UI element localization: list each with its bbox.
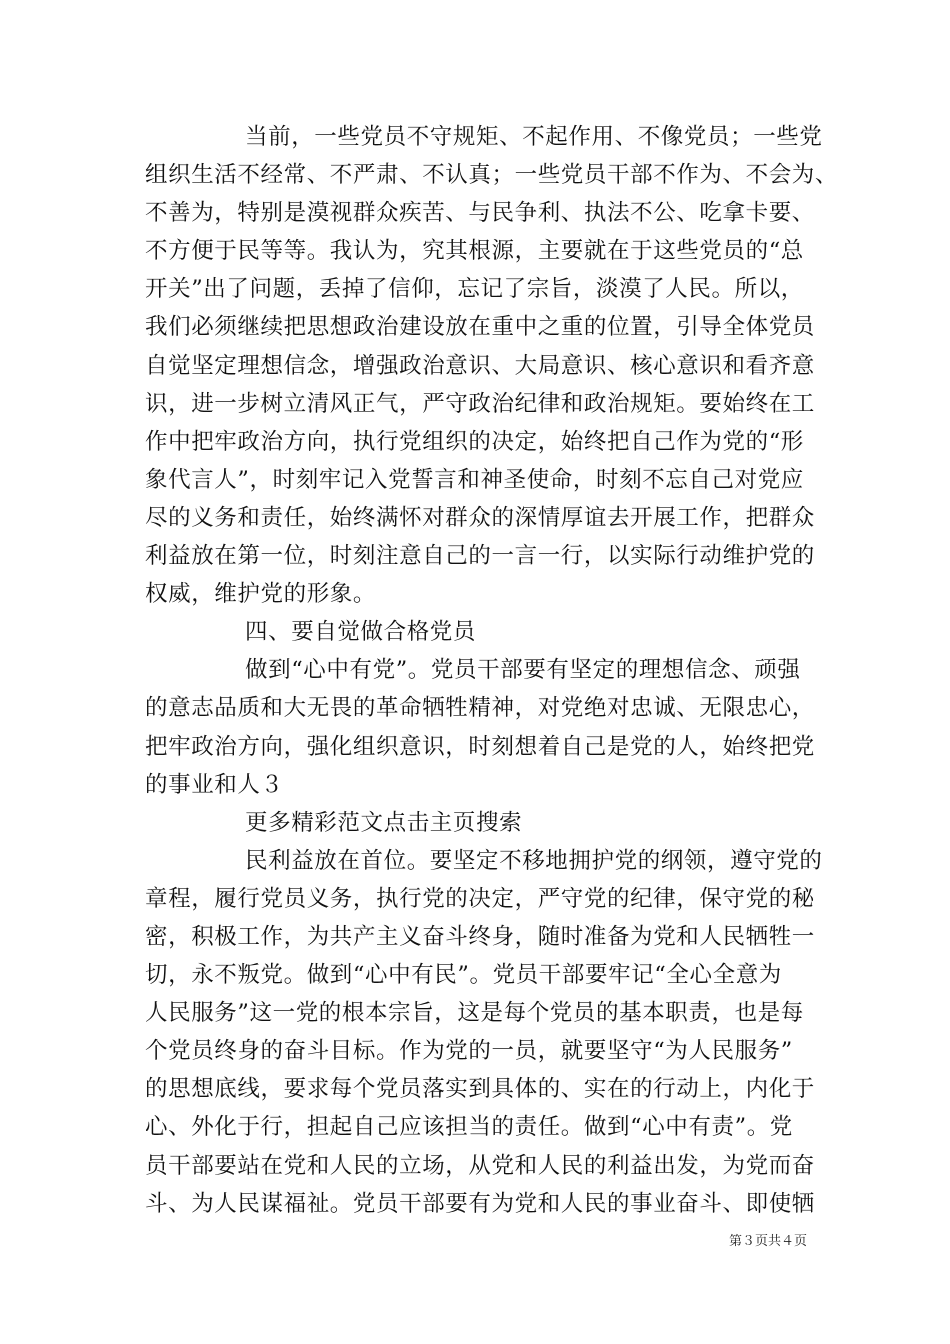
promo-text: 更多精彩范文点击主页搜索: [245, 809, 523, 836]
text-line: 个党员终身的奋斗目标。作为党的一员，就要坚守“为人民服务”: [145, 1038, 793, 1065]
text-line: 利益放在第一位，时刻注意自己的一言一行，以实际行动维护党的: [145, 543, 815, 570]
section-heading: 四、要自觉做合格党员: [245, 619, 477, 646]
text-line: 当前，一些党员不守规矩、不起作用、不像党员；一些党: [245, 124, 823, 150]
text-line: 的事业和人３: [145, 771, 284, 798]
text-line: 不善为，特别是漠视群众疾苦、与民争利、执法不公、吃拿卡要、: [145, 200, 815, 227]
text-line: 密，积极工作，为共产主义奋斗终身，随时准备为党和人民牺牲一: [145, 923, 815, 950]
text-line: 权威，维护党的形象。: [145, 581, 377, 608]
text-line: 员干部要站在党和人民的立场，从党和人民的利益出发，为党而奋: [145, 1152, 815, 1179]
text-line: 民利益放在首位。要坚定不移地拥护党的纲领，遵守党的: [245, 847, 823, 874]
text-line: 章程，履行党员义务，执行党的决定，严守党的纪律，保守党的秘: [145, 885, 815, 912]
text-line: 心、外化于行，担起自己应该担当的责任。做到“心中有责”。党: [145, 1114, 793, 1141]
text-line: 开关”出了问题，丢掉了信仰，忘记了宗旨，淡漠了人民。所以，: [145, 276, 804, 303]
text-line: 把牢政治方向，强化组织意识，时刻想着自己是党的人，始终把党: [145, 733, 815, 760]
text-line: 不方便于民等等。我认为，究其根源，主要就在于这些党员的“总: [145, 238, 804, 265]
text-line: 的思想底线，要求每个党员落实到具体的、实在的行动上，内化于: [145, 1076, 815, 1103]
text-line: 人民服务”这一党的根本宗旨，这是每个党员的基本职责，也是每: [145, 1000, 804, 1027]
text-line: 自觉坚定理想信念，增强政治意识、大局意识、核心意识和看齐意: [145, 352, 815, 379]
text-line: 切，永不叛党。做到“心中有民”。党员干部要牢记“全心全意为: [145, 962, 782, 989]
page-number: 第３页共４页: [728, 1234, 807, 1249]
text-line: 尽的义务和责任，始终满怀对群众的深情厚谊去开展工作，把群众: [145, 504, 815, 531]
text-line: 我们必须继续把思想政治建设放在重中之重的位置，引导全体党员: [145, 314, 815, 341]
text-line: 识，进一步树立清风正气，严守政治纪律和政治规矩。要始终在工: [145, 390, 815, 417]
text-line: 象代言人”，时刻牢记入党誓言和神圣使命，时刻不忘自己对党应: [145, 466, 804, 493]
body-text: [145, 118, 839, 1223]
text-line: 做到“心中有党”。党员干部要有坚定的理想信念、顽强: [245, 657, 801, 684]
text-line: 作中把牢政治方向，执行党组织的决定，始终把自己作为党的“形: [145, 428, 804, 455]
text-line: 的意志品质和大无畏的革命牺牲精神，对党绝对忠诚、无限忠心，: [145, 695, 815, 722]
text-line: 组织生活不经常、不严肃、不认真；一些党员干部不作为、不会为、: [145, 162, 839, 189]
text-line: 斗、为人民谋福祉。党员干部要有为党和人民的事业奋斗、即使牺: [145, 1190, 815, 1217]
